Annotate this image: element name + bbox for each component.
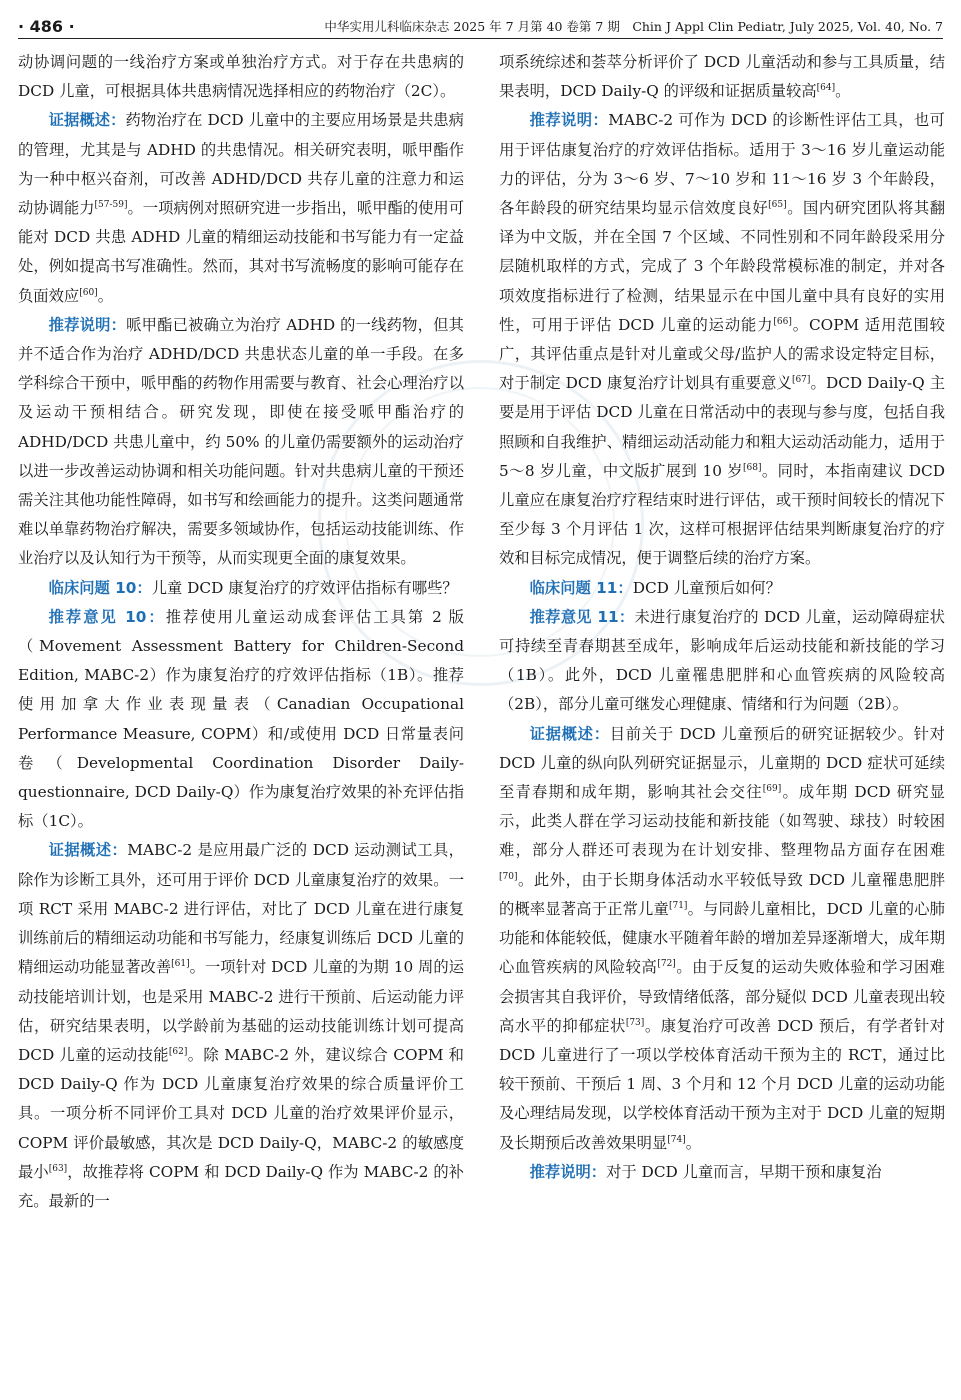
paragraph-text: 儿童 DCD 康复治疗的疗效评估指标有哪些？	[151, 578, 458, 597]
paragraph-text: 。与同龄儿童相比，DCD 儿童的心肺功能和体能较低，健康水平随着年龄的增加差异逐渐增大，成年期心血管疾病的风险较高	[499, 899, 945, 977]
recommendation-note-paragraph	[499, 1158, 945, 1187]
paragraph-text: DCD 儿童预后如何？	[632, 578, 781, 597]
paragraph-text: 未进行康复治疗的 DCD 儿童，运动障碍症状可持续至青春期甚至成年，影响成年后运动技能和新技能的学习（1B）。此外，DCD 儿童罹患肥胖和心血管疾病的风险较高（2B），部分儿童可继发心理健康、情绪和行为问题（2B）。	[499, 607, 945, 714]
citation: [74]	[667, 1134, 686, 1145]
left-column	[18, 48, 464, 1393]
paragraph-text: MABC-2 可作为 DCD 的诊断性评估工具，也可用于评估康复治疗的疗效评估指标。适用于 3～16 岁儿童运动能力的评估，分为 3～6 岁、7～10 岁和 11～16 岁 3 个年龄段，各年龄段的研究结果均显示信效度良好	[499, 111, 945, 218]
recommendation-label: 推荐意见 10：	[48, 607, 166, 626]
paragraph-text: ，故推荐将 COPM 和 DCD Daily-Q 作为 MABC-2 的补充。最新的一	[18, 1162, 464, 1210]
paragraph	[18, 48, 464, 106]
page-number: · 486 ·	[18, 16, 75, 36]
paragraph-text: 。一项病例对照研究进一步指出，哌甲酯的使用可能对 DCD 共患 ADHD 儿童的精细运动技能和书写能力有一定益处，例如提高书写准确性。然而，其对书写流畅度的影响可能存在负面效应	[18, 199, 464, 305]
journal-citation: 中华实用儿科临床杂志 2025 年 7 月第 40 卷第 7 期 Chin J Appl Clin Pediatr, July 2025, Vol. 40, No. 7	[324, 19, 943, 34]
clinical-question-label: 临床问题 11：	[529, 578, 633, 597]
paragraph-text: 目前关于 DCD 儿童预后的研究证据较少。针对 DCD 儿童的纵向队列研究证据显示，儿童期的 DCD 症状可延续至青春期和成年期，影响其社会交往	[499, 724, 945, 802]
clinical-question-paragraph	[18, 574, 464, 603]
citation: [57-59]	[94, 200, 128, 211]
evidence-summary-label: 证据概述：	[48, 111, 126, 130]
evidence-summary-label: 证据概述：	[48, 841, 128, 860]
paragraph-text: 对于 DCD 儿童而言，早期干预和康复治	[606, 1162, 882, 1181]
recommendation-paragraph	[18, 603, 464, 837]
citation: [72]	[657, 959, 676, 970]
evidence-summary-label: 证据概述：	[529, 724, 610, 743]
citation: [70]	[499, 871, 518, 882]
citation: [68]	[742, 462, 762, 473]
paragraph-text: 。DCD Daily-Q 主要是用于评估 DCD 儿童在日常活动中的表现与参与度，包括自我照顾和自我维护、精细运动活动能力和粗大运动活动能力，适用于 5～8 岁儿童，中文版扩展到 10 岁	[499, 374, 945, 480]
paragraph-text: MABC-2 是应用最广泛的 DCD 运动测试工具，除作为诊断工具外，还可用于评价 DCD 儿童康复治疗的效果。一项 RCT 采用 MABC-2 进行评估，对比了 DCD 儿童在进行康复训练前后的精细运动功能和书写能力，经康复训练后 DCD 儿童的精细运动功能显著改善	[18, 841, 464, 977]
evidence-summary-paragraph	[499, 720, 945, 1158]
paragraph-text: 推荐使用儿童运动成套评估工具第 2 版（Movement Assessment Battery for Children-Second Edition, MABC-2）作为康复治疗的疗效评估指标（1B）。推荐使用加拿大作业表现量表（Canadian Occupational Performance Measure, COPM）和/或使用 DCD 日常量表问卷（Developmental Coordination Disorder Daily-questionnaire, DCD Daily-Q）作为康复治疗效果的补充评估指标（1C）。	[18, 607, 464, 831]
paragraph-text: 药物治疗在 DCD 儿童中的主要应用场景是共患病的管理，尤其是与 ADHD 的共患情况。相关研究表明，哌甲酯作为一种中枢兴奋剂，可改善 ADHD/DCD 共存儿童的注意力和运动协调能力	[18, 111, 464, 218]
citation: [71]	[668, 900, 688, 911]
paragraph-text: 。此外，由于长期身体活动水平较低导致 DCD 儿童罹患肥胖的概率显著高于正常儿童	[499, 870, 945, 918]
paragraph-text: 。COPM 适用范围较广，其评估重点是针对儿童或父母/监护人的需求设定特定目标，对于制定 DCD 康复治疗计划具有重要意义	[499, 315, 945, 393]
paragraph-text: 。	[97, 286, 113, 305]
recommendation-note-paragraph	[18, 311, 464, 574]
right-column	[499, 48, 945, 1393]
paragraph-text: 哌甲酯已被确立为治疗 ADHD 的一线药物，但其并不适合作为治疗 ADHD/DCD 共患状态儿童的单一手段。在多学科综合干预中，哌甲酯的药物作用需要与教育、社会心理治疗以及运动干预相结合。研究发现，即使在接受哌甲酯治疗的 ADHD/DCD 共患儿童中，约 50% 的儿童仍需要额外的运动治疗以进一步改善运动协调和相关功能问题。针对共患病儿童的干预还需关注其他功能性障碍，如书写和绘画能力的提升。这类问题通常难以单靠药物治疗解决，需要多领域协作，包括运动技能训练、作业治疗以及认知行为干预等，从而实现更全面的康复效果。	[18, 315, 464, 568]
recommendation-note-label: 推荐说明：	[48, 315, 127, 334]
paragraph-text: 。一项针对 DCD 儿童的为期 10 周的运动技能培训计划，也是采用 MABC-2 进行干预前、后运动能力评估，研究结果表明，以学龄前为基础的运动技能训练计划可提高 DCD 儿童的运动技能	[18, 958, 464, 1064]
citation: [65]	[768, 200, 787, 211]
paragraph-text: 。	[835, 82, 851, 101]
paragraph-text: 。国内研究团队将其翻译为中文版，并在全国 7 个区域、不同性别和不同年龄段采用分层随机取样的方式，完成了 3 个年龄段常模标准的制定，并对各项效度指标进行了检测，结果显示在中国儿童中具有良好的实用性，可用于评估 DCD 儿童的运动能力	[499, 199, 945, 334]
paragraph-text: 。除 MABC-2 外，建议综合 COPM 和 DCD Daily-Q 作为 DCD 儿童康复治疗效果的综合质量评价工具。一项分析不同评价工具对 DCD 儿童的治疗效果评价显示，COPM 评价最敏感，其次是 DCD Daily-Q，MABC-2 的敏感度最小	[18, 1045, 464, 1181]
paragraph-text: 。同时，本指南建议 DCD 儿童应在康复治疗疗程结束时进行评估，或干预时间较长的情况下至少每 3 个月评估 1 次，这样可根据评估结果判断康复治疗的疗效和目标完成情况，便于调整后续的治疗方案。	[499, 461, 945, 568]
evidence-summary-paragraph	[18, 106, 464, 310]
recommendation-note-label: 推荐说明：	[529, 111, 609, 130]
citation: [73]	[625, 1017, 645, 1028]
citation: [63]	[48, 1163, 68, 1174]
recommendation-label: 推荐意见 11：	[529, 607, 635, 626]
citation: [69]	[762, 784, 782, 795]
recommendation-note-paragraph	[499, 106, 945, 573]
paragraph-text: 。成年期 DCD 研究显示，此类人群在学习运动技能和新技能（如驾驶、球技）时较困难，部分人群还可表现为在计划安排、整理物品方面存在困难	[499, 783, 945, 860]
paragraph	[499, 48, 945, 106]
citation: [60]	[79, 287, 98, 298]
citation: [64]	[816, 83, 836, 94]
clinical-question-label: 临床问题 10：	[48, 578, 152, 597]
citation: [66]	[773, 316, 792, 327]
paragraph-text: 。	[685, 1133, 702, 1152]
paragraph-text: 。康复治疗可改善 DCD 预后，有学者针对 DCD 儿童进行了一项以学校体育活动干预为主的 RCT，通过比较干预前、干预后 1 周、3 个月和 12 个月 DCD 儿童的运动功能及心理结局发现，以学校体育活动干预为主对于 DCD 儿童的短期及长期预后改善效果明显	[499, 1016, 945, 1152]
evidence-summary-paragraph	[18, 836, 464, 1216]
recommendation-note-label: 推荐说明：	[529, 1162, 607, 1181]
citation: [67]	[791, 375, 811, 386]
citation: [62]	[168, 1046, 188, 1057]
recommendation-paragraph	[499, 603, 945, 720]
paragraph-text: 。由于反复的运动失败体验和学习困难会损害其自我评价，导致情绪低落，部分疑似 DCD 儿童表现出较高水平的抑郁症状	[499, 958, 945, 1035]
paragraph-text: 项系统综述和荟萃分析评价了 DCD 儿童活动和参与工具质量，结果表明，DCD Daily-Q 的评级和证据质量较高	[499, 53, 945, 101]
paragraph-text: 动协调问题的一线治疗方案或单独治疗方式。对于存在共患病的 DCD 儿童，可根据具体共患病情况选择相应的药物治疗（2C）。	[18, 53, 464, 101]
clinical-question-paragraph	[499, 574, 945, 603]
citation: [61]	[171, 959, 190, 970]
page-header	[18, 14, 943, 39]
